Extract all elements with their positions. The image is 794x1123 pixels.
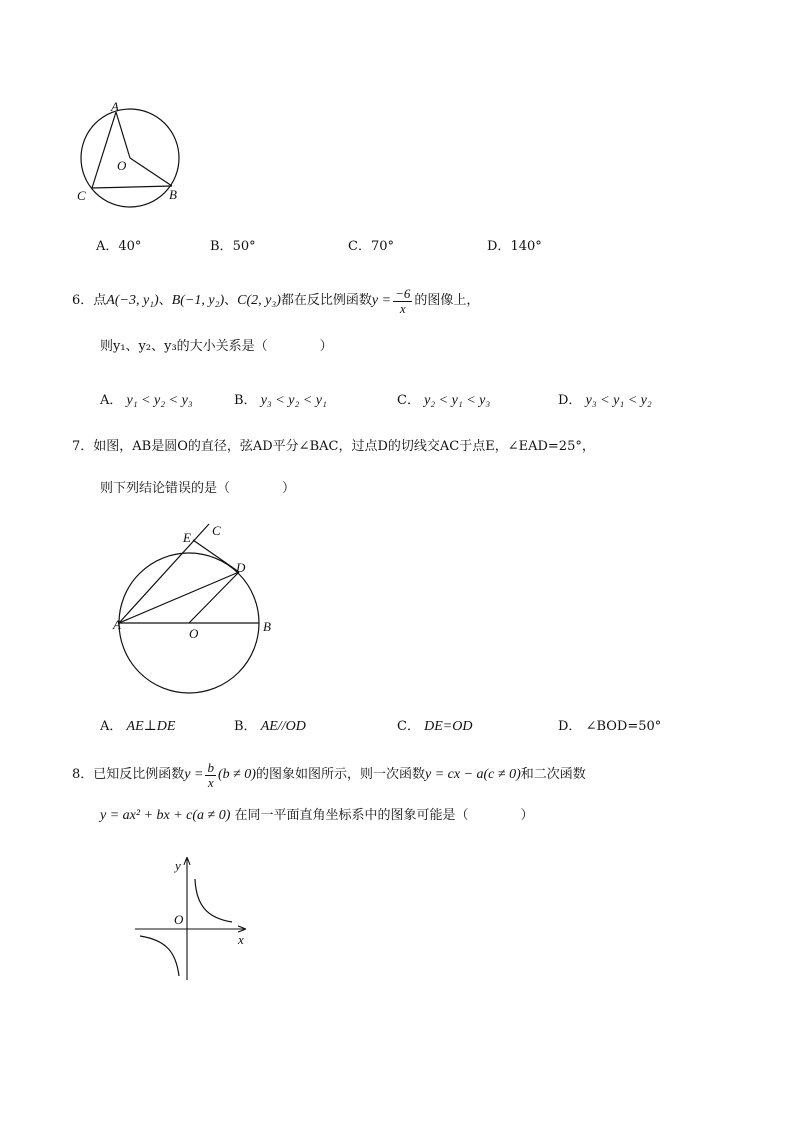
q7-tangent-ED: [193, 540, 239, 572]
q8-graph-figure: [130, 852, 255, 982]
q6-option-a-label: A．: [100, 393, 123, 408]
q5-label-O: O: [117, 158, 127, 173]
q7-option-b[interactable]: [234, 718, 306, 736]
q5-option-b-label: B．: [210, 239, 233, 254]
q6-option-c-value: y₂ < y₁ < y₃: [424, 393, 491, 408]
q5-segment-CB: [92, 186, 172, 188]
q6-sep2: 、: [224, 293, 238, 308]
q7-option-a-value: AE⊥DE: [126, 719, 176, 734]
q6-option-d[interactable]: [558, 392, 652, 410]
q7-option-d-value: ∠BOD=50°: [585, 719, 662, 734]
q7-option-b-label: B．: [234, 719, 257, 734]
q5-option-c-label: C．: [348, 239, 371, 254]
q5-option-d-label: D．: [487, 239, 511, 254]
q5-option-a-label: A．: [96, 239, 119, 254]
q5-label-C: C: [77, 188, 86, 203]
q7-label-C: C: [212, 523, 221, 538]
q7-label-E: E: [183, 530, 191, 545]
q6-mid: 都在反比例函数: [280, 293, 372, 308]
q7-circle-figure: [105, 515, 285, 697]
q6-func-lhs: y =: [371, 293, 392, 308]
q8-fraction: [205, 761, 216, 790]
q6-option-d-label: D．: [558, 393, 582, 408]
q5-option-d[interactable]: [487, 238, 542, 256]
q8-quadratic: y = ax² + bx + c(a ≠ 0): [100, 808, 231, 823]
q6-sep1: 、: [158, 293, 172, 308]
q8-hyperbola-branch-1: [195, 879, 232, 922]
q8-label-y: y: [175, 858, 181, 873]
q7-option-b-value: AE//OD: [260, 719, 306, 734]
q5-option-c-value: 70°: [370, 239, 394, 254]
q6-option-a[interactable]: [100, 392, 193, 410]
q5-option-c[interactable]: [348, 238, 394, 256]
q8-func-lhs: y =: [184, 767, 204, 782]
q6-fraction-den: x: [399, 300, 406, 316]
q8-cond1: (b ≠ 0): [217, 767, 256, 782]
q8-hyperbola-branch-2: [140, 936, 179, 976]
q6-stem-line1: [72, 284, 479, 318]
q6-fraction: [393, 287, 412, 316]
q6-option-a-value: y₁ < y₂ < y₃: [126, 393, 193, 408]
q8-mid: 的图象如图所示，则一次函数: [255, 767, 425, 782]
q7-radius-OD: [189, 572, 239, 623]
q7-stem-line2: 则下列结论错误的是（ ）: [100, 481, 296, 496]
q7-label-D: D: [236, 560, 246, 575]
q8-label-O: O: [174, 912, 184, 927]
q7-label-B: B: [263, 619, 271, 634]
q5-segment-OB: [130, 158, 172, 186]
q6-point-a: A(−3, y₁): [106, 293, 159, 308]
q7-option-a[interactable]: [100, 718, 175, 736]
q7-option-c-label: C．: [397, 719, 420, 734]
q8-label-x: x: [238, 932, 244, 947]
q6-end: 的图像上，: [414, 293, 480, 308]
q7-stem-line1: 7．如图，AB是圆O的直径，弦AD平分∠BAC，过点D的切线交AC于点E，∠EAD=25°，: [72, 439, 595, 454]
q8-number: 8．已知反比例函数: [72, 767, 185, 782]
q7-option-c[interactable]: [397, 718, 472, 736]
q8-fraction-den: x: [207, 774, 214, 790]
q8-fraction-num: b: [207, 759, 214, 775]
q5-label-A: A: [111, 99, 119, 114]
q6-option-c-label: C．: [397, 393, 420, 408]
q8-line2-rest: 在同一平面直角坐标系中的图象可能是（ ）: [234, 808, 534, 823]
q6-option-b-value: y₃ < y₂ < y₁: [260, 393, 327, 408]
q6-point-c: C(2, y₃): [237, 293, 281, 308]
q5-option-a[interactable]: [96, 238, 141, 256]
q7-option-d-label: D．: [558, 719, 582, 734]
q5-circle-figure: [70, 95, 200, 215]
q7-option-a-label: A．: [100, 719, 123, 734]
q6-fraction-num: −6: [395, 285, 411, 301]
q5-option-b-value: 50°: [232, 239, 256, 254]
q5-segment-AO: [116, 112, 130, 158]
q5-option-b[interactable]: [210, 238, 256, 256]
q7-chord-AD: [119, 572, 239, 623]
q6-number: 6．点: [72, 293, 107, 308]
q5-label-B: B: [169, 187, 177, 202]
q6-point-b: B(−1, y₂): [171, 293, 225, 308]
q6-stem-line2: 则y₁、y₂、y₃的大小关系是（ ）: [100, 339, 333, 354]
q6-option-b-label: B．: [234, 393, 257, 408]
q8-linear: y = cx − a(c ≠ 0): [424, 767, 521, 782]
q6-option-b[interactable]: [234, 392, 327, 410]
q8-stem-line2: [100, 807, 534, 825]
q7-segment-AC: [119, 524, 209, 623]
q8-stem-line1: [72, 758, 586, 792]
q7-label-A: A: [113, 617, 121, 632]
q8-and: 和二次函数: [520, 767, 586, 782]
q5-option-d-value: 140°: [510, 239, 542, 254]
q7-option-c-value: DE=OD: [424, 719, 473, 734]
q6-option-d-value: y₃ < y₁ < y₂: [585, 393, 652, 408]
q7-option-d[interactable]: [558, 718, 661, 736]
q6-option-c[interactable]: [397, 392, 490, 410]
q7-label-O: O: [189, 626, 199, 641]
q5-option-a-value: 40°: [118, 239, 142, 254]
